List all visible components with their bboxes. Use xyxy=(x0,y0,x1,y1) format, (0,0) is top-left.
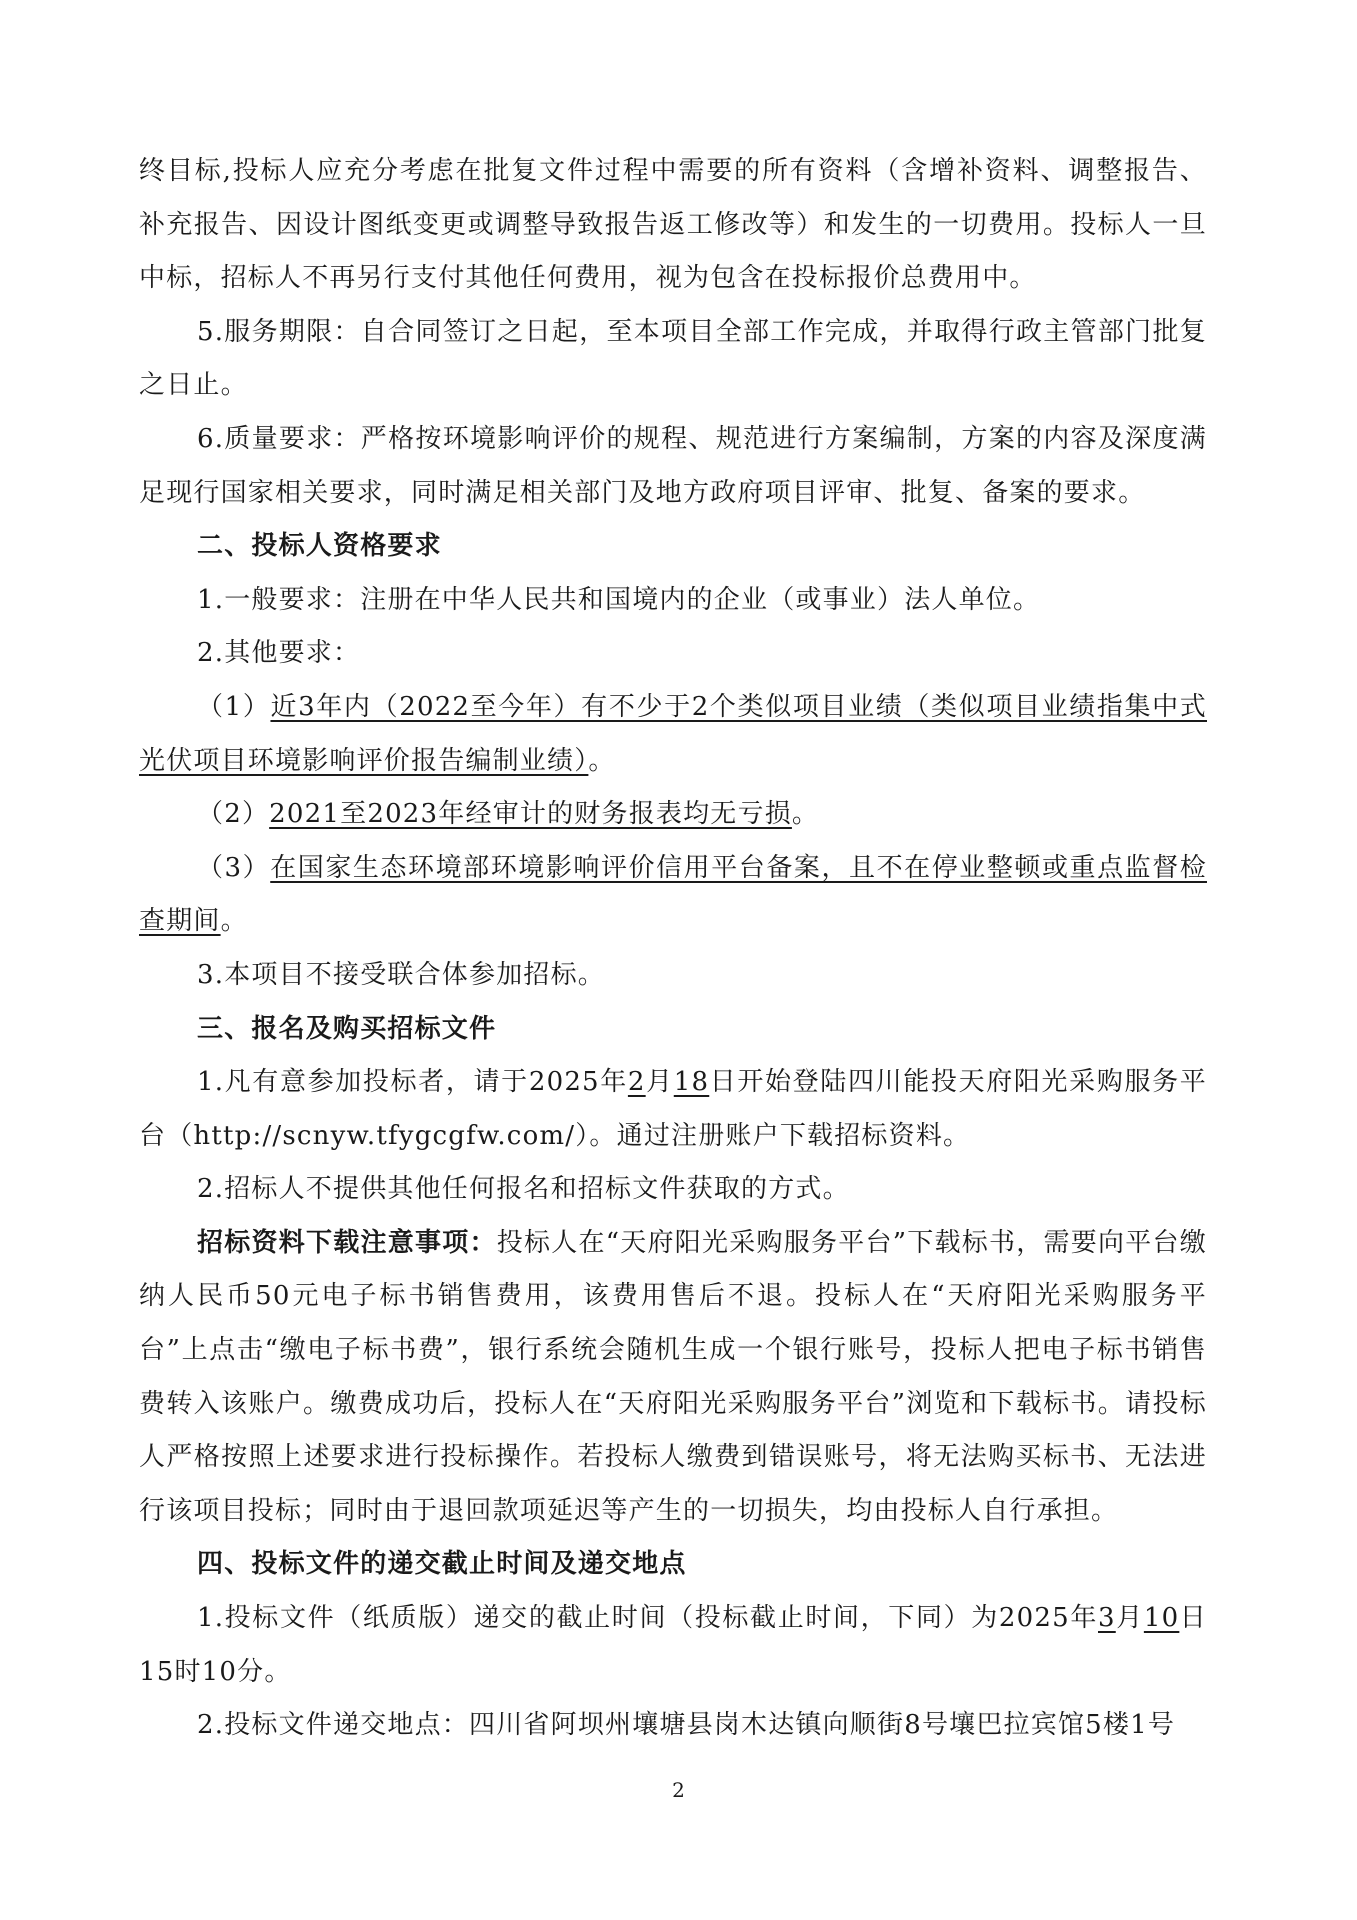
requirement-item-2-text: 2021至2023年经审计的财务报表均无亏损 xyxy=(269,799,792,830)
paragraph-other-requirements: 2.其他要求： xyxy=(197,638,361,669)
requirement-item-1 xyxy=(139,681,1207,788)
requirement-item-3-text: 在国家生态环境部环境影响评价信用平台备案，且不在停业整顿或重点监督检查期间 xyxy=(139,852,1207,937)
requirement-item-2-suffix: 。 xyxy=(791,799,820,830)
requirement-item-1-prefix: （1） xyxy=(197,691,271,722)
paragraph-quality-requirement: 6.质量要求：严格按环境影响评价的规程、规范进行方案编制，方案的内容及深度满足现行国家相关要求，同时满足相关部门及地方政府项目评审、批复、备案的要求。 xyxy=(139,423,1207,508)
paragraph-submission-location: 2.投标文件递交地点：四川省阿坝州壤塘县岗木达镇向顺街8号壤巴拉宾馆5楼1号 xyxy=(197,1710,1176,1741)
registration-day: 18 xyxy=(673,1067,710,1098)
paragraph-service-period: 5.服务期限：自合同签订之日起，至本项目全部工作完成，并取得行政主管部门批复之日止。 xyxy=(139,316,1207,401)
download-notice-label: 招标资料下载注意事项： xyxy=(197,1227,497,1258)
registration-month: 2 xyxy=(627,1067,646,1098)
registration-text-a: 1.凡有意参加投标者，请于2025年 xyxy=(197,1067,628,1098)
requirement-item-3-suffix: 。 xyxy=(220,906,248,937)
page-number: 2 xyxy=(672,1778,685,1802)
deadline-day: 10 xyxy=(1143,1603,1180,1634)
section-heading-registration: 三、报名及购买招标文件 xyxy=(197,1013,497,1044)
paragraph-download-notice xyxy=(139,1217,1207,1539)
paragraph-submission-deadline xyxy=(139,1592,1207,1699)
deadline-text-a: 1.投标文件（纸质版）递交的截止时间（投标截止时间，下同）为2025年 xyxy=(197,1603,1098,1634)
deadline-month: 3 xyxy=(1098,1603,1116,1634)
requirement-item-3-prefix: （3） xyxy=(197,852,271,883)
deadline-text-c: 日15时10分。 xyxy=(139,1603,1207,1687)
deadline-text-b: 月 xyxy=(1115,1603,1144,1634)
requirement-item-2-prefix: （2） xyxy=(197,799,270,830)
paragraph-registration-date xyxy=(139,1056,1207,1163)
requirement-item-1-text: 近3年内（2022至今年）有不少于2个类似项目业绩（类似项目业绩指集中式光伏项目环境影响评价报告编制业绩） xyxy=(139,691,1207,776)
paragraph-no-consortium: 3.本项目不接受联合体参加招标。 xyxy=(197,959,606,990)
paragraph-general-requirement: 1.一般要求：注册在中华人民共和国境内的企业（或事业）法人单位。 xyxy=(197,584,1041,615)
paragraph-cost-note: 终目标,投标人应充分考虑在批复文件过程中需要的所有资料（含增补资料、调整报告、补充报告、因设计图纸变更或调整导致报告返工修改等）和发生的一切费用。投标人一旦中标，招标人不再另行支付其他任何费用，视为包含在投标报价总费用中。 xyxy=(139,156,1207,294)
requirement-item-1-suffix: 。 xyxy=(588,745,616,776)
download-notice-text: 投标人在“天府阳光采购服务平台”下载标书，需要向平台缴纳人民币50元电子标书销售费用，该费用售后不退。投标人在“天府阳光采购服务平台”上点击“缴电子标书费”，银行系统会随机生成一个银行账号，投标人把电子标书销售费转入该账户。缴费成功后，投标人在“天府阳光采购服务平台”浏览和下载标书。请投标人严格按照上述要求进行投标操作。若投标人缴费到错误账号，将无法购买标书、无法进行该项目投标；同时由于退回款项延迟等产生的一切损失，均由投标人自行承担。 xyxy=(139,1227,1207,1526)
registration-text-c: 日开始登陆四川能投天府阳光采购服务平台（http://scnyw.tfygcgfw.com/）。通过注册账户下载招标资料。 xyxy=(139,1067,1207,1151)
section-heading-submission: 四、投标文件的递交截止时间及递交地点 xyxy=(197,1549,687,1580)
section-heading-qualifications: 二、投标人资格要求 xyxy=(197,531,442,562)
requirement-item-3 xyxy=(139,842,1207,949)
requirement-item-2 xyxy=(139,788,1207,842)
paragraph-no-other-channel: 2.招标人不提供其他任何报名和招标文件获取的方式。 xyxy=(197,1174,850,1205)
registration-text-b: 月 xyxy=(645,1067,674,1098)
